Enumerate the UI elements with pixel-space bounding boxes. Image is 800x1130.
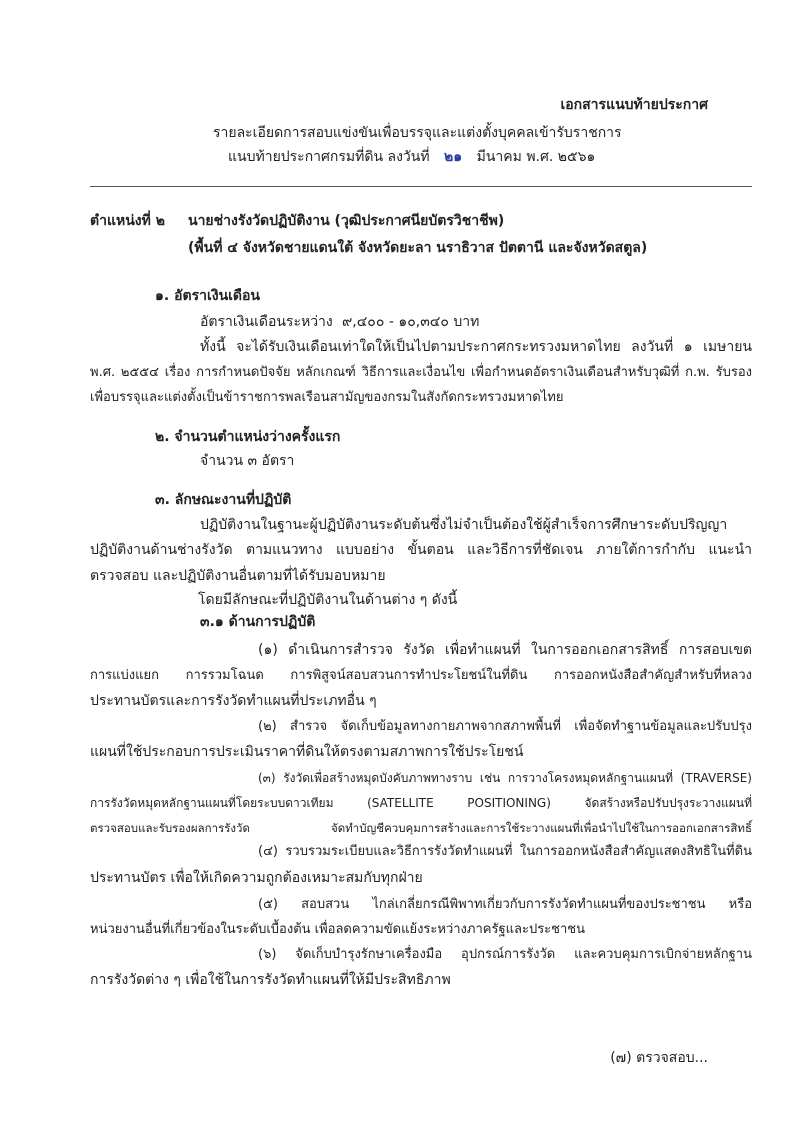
salary-label: อัตราเงินเดือนระหว่าง bbox=[200, 314, 333, 330]
item-line: การแบ่งแยก การรวมโฉนด การพิสูจน์สอบสวนการทำประโยชน์ในที่ดิน การออกหนังสือสำคัญสำหรับที่หลวง bbox=[90, 668, 752, 683]
paragraph-line: ปฏิบัติงานในฐานะผู้ปฏิบัติงานระดับต้นซึ่งไม่จำเป็นต้องใช้ผู้สำเร็จการศึกษาระดับปริญญา bbox=[200, 517, 728, 533]
paragraph-line: ตรวจสอบ และปฏิบัติงานอื่นตามที่ได้รับมอบหมาย bbox=[90, 568, 386, 584]
item-line: หน่วยงานอื่นที่เกี่ยวข้องในระดับเบื้องต้น เพื่อลดความขัดแย้งระหว่างภาครัฐและประชาชน bbox=[90, 922, 585, 937]
date-prefix: แนบท้ายประกาศกรมที่ดิน ลงวันที่ bbox=[228, 149, 430, 165]
vacancy-count: จำนวน ๓ อัตรา bbox=[200, 453, 295, 469]
item-line: (๔) รวบรวมระเบียบและวิธีการรังวัดทำแผนที่ ในการออกหนังสือสำคัญแสดงสิทธิในที่ดิน bbox=[258, 844, 752, 859]
continuation-note: (๗) ตรวจสอบ... bbox=[610, 1050, 708, 1066]
paragraph-line: ทั้งนี้ จะได้รับเงินเดือนเท่าใดให้เป็นไปตามประกาศกระทรวงมหาดไทย ลงวันที่ ๑ เมษายน bbox=[200, 339, 752, 355]
paragraph-line: ปฏิบัติงานด้านช่างรังวัด ตามแนวทาง แบบอย่าง ขั้นตอน และวิธีการที่ชัดเจน ภายใต้การกำกับ แนะนำ bbox=[90, 542, 752, 558]
paragraph-line: โดยมีลักษณะที่ปฏิบัติงานในด้านต่าง ๆ ดังนี้ bbox=[198, 592, 458, 608]
position-label: ตำแหน่งที่ ๒ bbox=[90, 213, 165, 229]
header-divider bbox=[90, 186, 752, 187]
section-1-heading: ๑. อัตราเงินเดือน bbox=[155, 288, 261, 304]
item-line: (๑) ดำเนินการสำรวจ รังวัด เพื่อทำแผนที่ ในการออกเอกสารสิทธิ์ การสอบเขต bbox=[258, 642, 752, 658]
item-line: แผนที่ใช้ประกอบการประเมินราคาที่ดินให้ตรงตามสภาพการใช้ประโยชน์ bbox=[90, 744, 524, 760]
item-line: การรังวัดต่าง ๆ เพื่อใช้ในการรังวัดทำแผนที่ให้มีประสิทธิภาพ bbox=[90, 972, 451, 988]
item-line: ตรวจสอบและรับรองผลการรังวัด จัดทำบัญชีควบคุมการสร้างและการใช้ระวางแผนที่เพื่อนำไปใช้ในการออกเอกสารสิทธิ์ bbox=[90, 821, 752, 835]
item-line: (๒) สำรวจ จัดเก็บข้อมูลทางกายภาพจากสภาพพื้นที่ เพื่อจัดทำฐานข้อมูลและปรับปรุง bbox=[258, 719, 752, 734]
document-date bbox=[228, 147, 595, 167]
date-suffix: มีนาคม พ.ศ. ๒๕๖๑ bbox=[476, 149, 596, 165]
item-line: (๕) สอบสวน ไกล่เกลี่ยกรณีพิพาทเกี่ยวกับการรังวัดทำแผนที่ของประชาชน หรือ bbox=[258, 897, 752, 912]
paragraph-line: เพื่อบรรจุและแต่งตั้งเป็นข้าราชการพลเรือนสามัญของกรมในสังกัดกระทรวงมหาดไทย bbox=[90, 390, 564, 405]
item-line: (๓) รังวัดเพื่อสร้างหมุดบังคับภาพทางราบ เช่น การวางโครงหมุดหลักฐานแผนที่ (TRAVERSE) bbox=[258, 771, 752, 785]
section-2-heading: ๒. จำนวนตำแหน่งว่างครั้งแรก bbox=[155, 429, 341, 445]
section-3-1-heading: ๓.๑ ด้านการปฏิบัติ bbox=[200, 614, 316, 630]
date-day: ๒๑ bbox=[444, 149, 463, 165]
paragraph-line: พ.ศ. ๒๕๕๔ เรื่อง การกำหนดปัจจัย หลักเกณฑ์ วิธีการและเงื่อนไข เพื่อกำหนดอัตราเงินเดือนสำหรับวุฒิที่ ก.พ. รับรอง bbox=[90, 365, 752, 380]
item-line: ประทานบัตร เพื่อให้เกิดความถูกต้องเหมาะสมกับทุกฝ่าย bbox=[90, 870, 423, 886]
item-line: การรังวัดหมุดหลักฐานแผนที่โดยระบบดาวเทียม (SATELLITE POSITIONING) จัดสร้างหรือปรับปรุงระวางแผนที่ bbox=[90, 796, 752, 810]
position-title: นายช่างรังวัดปฏิบัติงาน (วุฒิประกาศนียบัตรวิชาชีพ) bbox=[188, 213, 505, 229]
section-3-heading: ๓. ลักษณะงานที่ปฏิบัติ bbox=[155, 492, 292, 508]
position-area: (พื้นที่ ๔ จังหวัดชายแดนใต้ จังหวัดยะลา นราธิวาส ปัตตานี และจังหวัดสตูล) bbox=[188, 240, 648, 256]
annex-label: เอกสารแนบท้ายประกาศ bbox=[560, 97, 708, 113]
item-line: (๖) จัดเก็บบำรุงรักษาเครื่องมือ อุปกรณ์การรังวัด และควบคุมการเบิกจ่ายหลักฐาน bbox=[258, 947, 752, 962]
salary-value: ๙,๔๐๐ - ๑๐,๓๔๐ บาท bbox=[342, 314, 480, 330]
document-subtitle: รายละเอียดการสอบแข่งขันเพื่อบรรจุและแต่งตั้งบุคคลเข้ารับราชการ bbox=[213, 125, 622, 141]
item-line: ประทานบัตรและการรังวัดทำแผนที่ประเภทอื่น ๆ bbox=[90, 693, 377, 709]
